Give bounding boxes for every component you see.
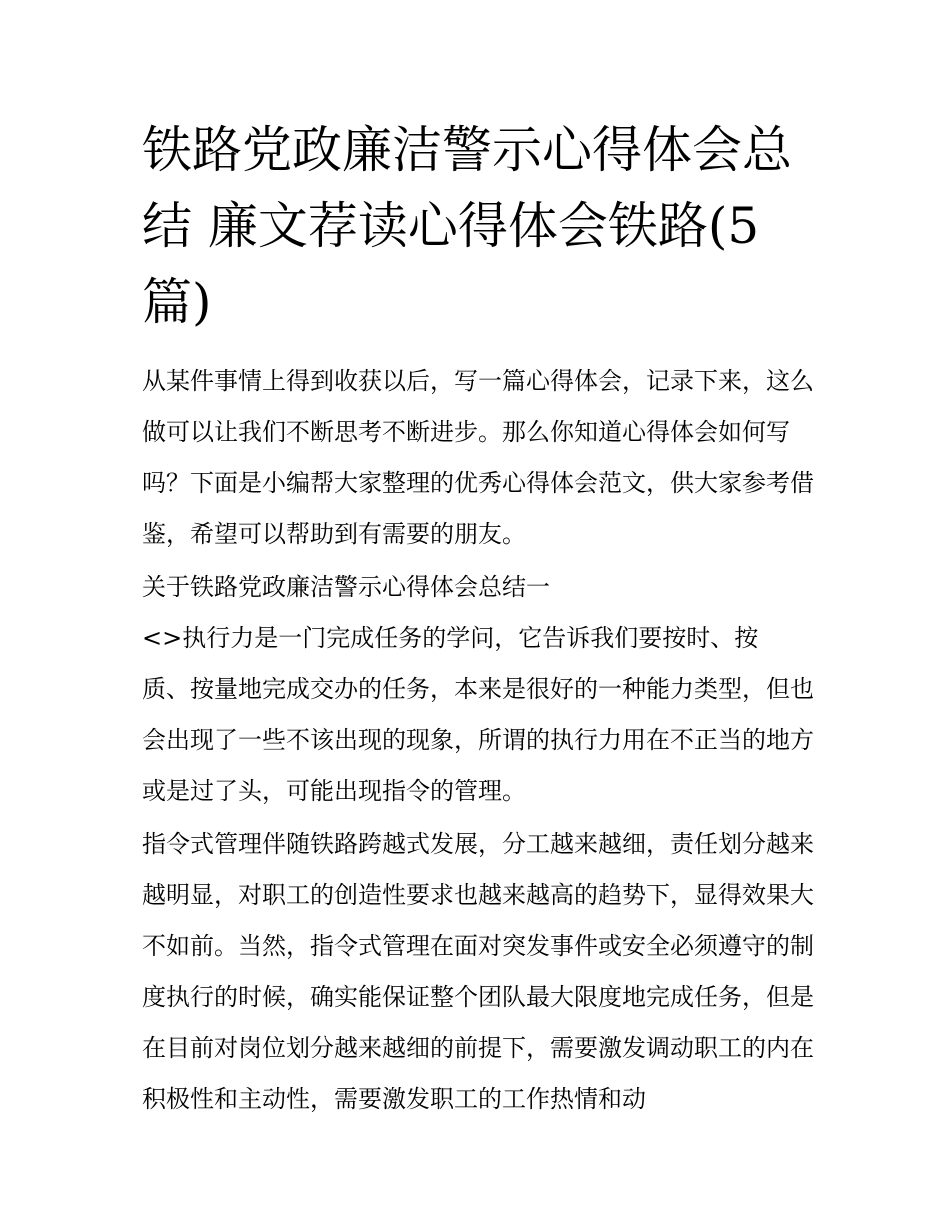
body-paragraph: 指令式管理伴随铁路跨越式发展，分工越来越细，责任划分越来越明显，对职工的创造性要求也越来越高的趋势下，显得效果大不如前。当然，指令式管理在面对突发事件或安全必须遵守的制度执行的时候，确实能保证整个团队最大限度地完成任务，但是在目前对岗位划分越来越细的前提下，需要激发调动职工的内在积极性和主动性，需要激发职工的工作热情和动 — [142, 830, 814, 1113]
document-title: 铁路党政廉洁警示心得体会总结 廉文荐读心得体会铁路(5篇) — [142, 121, 792, 331]
intro-paragraph: 从某件事情上得到收获以后，写一篇心得体会，记录下来，这么做可以让我们不断思考不断进步。那么你知道心得体会如何写吗？下面是小编帮大家整理的优秀心得体会范文，供大家参考借鉴，希望可以帮助到有需要的朋友。 — [142, 367, 814, 548]
body-paragraph: <>执行力是一门完成任务的学问，它告诉我们要按时、按 — [142, 624, 759, 652]
section-heading: 关于铁路党政廉洁警示心得体会总结一 — [142, 573, 550, 601]
document-body — [142, 356, 814, 1125]
body-paragraph: 质、按量地完成交办的任务，本来是很好的一种能力类型，但也会出现了一些不该出现的现象，所谓的执行力用在不正当的地方或是过了头，可能出现指令的管理。 — [142, 675, 814, 805]
